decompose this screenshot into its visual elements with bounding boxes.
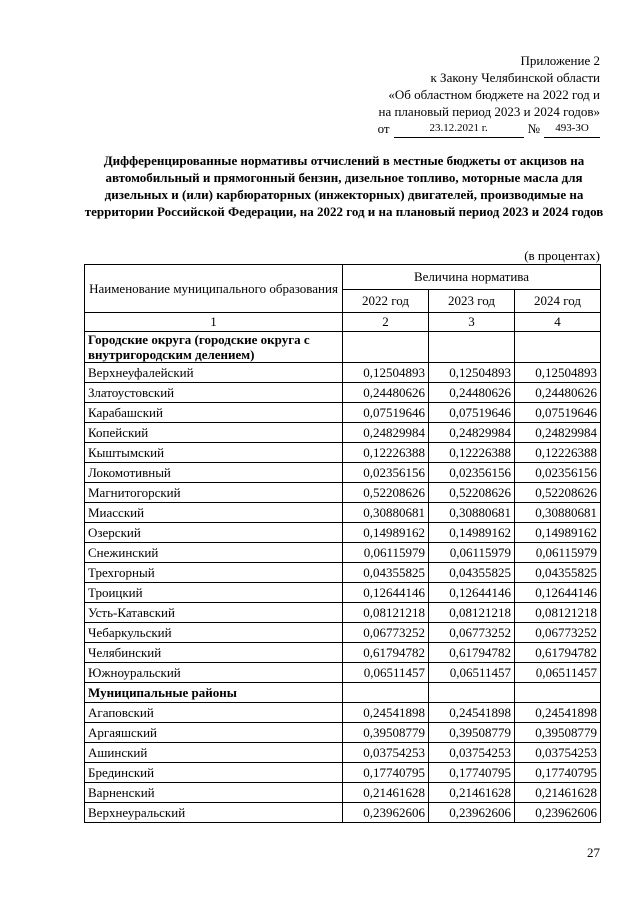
municipality-name: Кыштымский <box>85 443 343 463</box>
header-year-2024: 2024 год <box>515 290 601 313</box>
table-row <box>85 763 601 783</box>
norm-value-2023: 0,04355825 <box>429 563 515 583</box>
table-row <box>85 363 601 383</box>
table-row <box>85 503 601 523</box>
table-row <box>85 783 601 803</box>
section-empty-cell <box>343 683 429 703</box>
norm-value-2022: 0,06773252 <box>343 623 429 643</box>
table-row <box>85 403 601 423</box>
table-row <box>85 483 601 503</box>
norm-value-2022: 0,52208626 <box>343 483 429 503</box>
table-row <box>85 423 601 443</box>
norm-value-2023: 0,02356156 <box>429 463 515 483</box>
norm-value-2023: 0,07519646 <box>429 403 515 423</box>
municipality-name: Верхнеуральский <box>85 803 343 823</box>
section-title: Городские округа (городские округа с внутригородским делением) <box>85 332 343 363</box>
annex-line-1: Приложение 2 <box>520 53 600 68</box>
norm-value-2022: 0,06115979 <box>343 543 429 563</box>
norm-value-2022: 0,07519646 <box>343 403 429 423</box>
norm-value-2024: 0,06773252 <box>515 623 601 643</box>
norm-value-2023: 0,24829984 <box>429 423 515 443</box>
annex-header <box>350 52 600 138</box>
municipality-name: Троицкий <box>85 583 343 603</box>
norm-value-2022: 0,12504893 <box>343 363 429 383</box>
norm-value-2022: 0,21461628 <box>343 783 429 803</box>
norm-value-2024: 0,17740795 <box>515 763 601 783</box>
norm-value-2022: 0,24480626 <box>343 383 429 403</box>
norm-value-2024: 0,14989162 <box>515 523 601 543</box>
norm-value-2023: 0,06115979 <box>429 543 515 563</box>
municipality-name: Чебаркульский <box>85 623 343 643</box>
municipality-name: Челябинский <box>85 643 343 663</box>
section-empty-cell <box>515 332 601 363</box>
norm-value-2024: 0,24480626 <box>515 383 601 403</box>
norm-value-2022: 0,23962606 <box>343 803 429 823</box>
section-row <box>85 332 601 363</box>
municipality-name: Златоустовский <box>85 383 343 403</box>
municipality-name: Миасский <box>85 503 343 523</box>
table-row <box>85 383 601 403</box>
table-row <box>85 643 601 663</box>
norm-value-2023: 0,12644146 <box>429 583 515 603</box>
table-row <box>85 743 601 763</box>
table-row <box>85 583 601 603</box>
header-year-2023: 2023 год <box>429 290 515 313</box>
municipality-name: Ашинский <box>85 743 343 763</box>
table-row <box>85 603 601 623</box>
col-number-1: 1 <box>85 313 343 332</box>
norm-value-2024: 0,02356156 <box>515 463 601 483</box>
table-row <box>85 803 601 823</box>
municipality-name: Локомотивный <box>85 463 343 483</box>
municipality-name: Брединский <box>85 763 343 783</box>
municipality-name: Магнитогорский <box>85 483 343 503</box>
municipality-name: Агаповский <box>85 703 343 723</box>
norm-value-2023: 0,14989162 <box>429 523 515 543</box>
norm-value-2023: 0,06773252 <box>429 623 515 643</box>
norm-value-2024: 0,24541898 <box>515 703 601 723</box>
norms-table <box>84 264 601 823</box>
section-empty-cell <box>429 683 515 703</box>
norm-value-2024: 0,06115979 <box>515 543 601 563</box>
section-empty-cell <box>343 332 429 363</box>
header-year-2022: 2022 год <box>343 290 429 313</box>
norm-value-2022: 0,39508779 <box>343 723 429 743</box>
col-number-3: 3 <box>429 313 515 332</box>
municipality-name: Аргаяшский <box>85 723 343 743</box>
municipality-name: Карабашский <box>85 403 343 423</box>
norm-value-2023: 0,24541898 <box>429 703 515 723</box>
municipality-name: Озерский <box>85 523 343 543</box>
norm-value-2024: 0,61794782 <box>515 643 601 663</box>
section-empty-cell <box>429 332 515 363</box>
norm-value-2022: 0,08121218 <box>343 603 429 623</box>
norm-value-2023: 0,24480626 <box>429 383 515 403</box>
norm-value-2024: 0,21461628 <box>515 783 601 803</box>
norm-value-2023: 0,21461628 <box>429 783 515 803</box>
norm-value-2024: 0,04355825 <box>515 563 601 583</box>
municipality-name: Южноуральский <box>85 663 343 683</box>
table-row <box>85 723 601 743</box>
page-number: 27 <box>587 845 600 860</box>
section-title: Муниципальные районы <box>85 683 343 703</box>
norm-value-2022: 0,02356156 <box>343 463 429 483</box>
norm-value-2022: 0,24829984 <box>343 423 429 443</box>
municipality-name: Верхнеуфалейский <box>85 363 343 383</box>
norm-value-2024: 0,03754253 <box>515 743 601 763</box>
norm-value-2023: 0,12504893 <box>429 363 515 383</box>
table-row <box>85 443 601 463</box>
from-label: от <box>377 121 390 136</box>
norm-value-2023: 0,23962606 <box>429 803 515 823</box>
table-row <box>85 623 601 643</box>
table-row <box>85 663 601 683</box>
annex-line-3: «Об областном бюджете на 2022 год и <box>388 87 600 102</box>
norm-value-2024: 0,08121218 <box>515 603 601 623</box>
document-title: Дифференцированные нормативы отчислений в местные бюджеты от акцизов на автомобильный и прямогонный бензин, дизельное топливо, моторные масла для дизельных и (или) карбюраторных (инжекторных) двигателей, производимые на территории Российской Федерации, на 2022 год и на плановый период 2023 и 2024 годов <box>84 153 604 219</box>
norm-value-2023: 0,08121218 <box>429 603 515 623</box>
col-number-2: 2 <box>343 313 429 332</box>
annex-date-line <box>350 120 600 138</box>
law-number: 493-ЗО <box>544 120 600 138</box>
annex-line-2: к Закону Челябинской области <box>430 70 600 85</box>
law-date: 23.12.2021 г. <box>394 120 524 138</box>
norm-value-2022: 0,24541898 <box>343 703 429 723</box>
table-row <box>85 543 601 563</box>
norm-value-2022: 0,61794782 <box>343 643 429 663</box>
municipality-name: Усть-Катавский <box>85 603 343 623</box>
norm-value-2023: 0,30880681 <box>429 503 515 523</box>
norm-value-2024: 0,07519646 <box>515 403 601 423</box>
norm-value-2022: 0,12644146 <box>343 583 429 603</box>
table-row <box>85 463 601 483</box>
municipality-name: Трехгорный <box>85 563 343 583</box>
norm-value-2022: 0,12226388 <box>343 443 429 463</box>
annex-line-4: на плановый период 2023 и 2024 годов» <box>378 104 600 119</box>
norm-value-2022: 0,03754253 <box>343 743 429 763</box>
section-row <box>85 683 601 703</box>
norm-value-2023: 0,03754253 <box>429 743 515 763</box>
table-row <box>85 523 601 543</box>
norm-value-2024: 0,39508779 <box>515 723 601 743</box>
table-body <box>85 332 601 823</box>
norm-value-2022: 0,04355825 <box>343 563 429 583</box>
norm-value-2022: 0,14989162 <box>343 523 429 543</box>
table-row <box>85 703 601 723</box>
norm-value-2024: 0,23962606 <box>515 803 601 823</box>
norm-value-2022: 0,06511457 <box>343 663 429 683</box>
number-label: № <box>527 121 540 136</box>
municipality-name: Варненский <box>85 783 343 803</box>
norm-value-2023: 0,17740795 <box>429 763 515 783</box>
norm-value-2024: 0,24829984 <box>515 423 601 443</box>
norm-value-2023: 0,06511457 <box>429 663 515 683</box>
header-name: Наименование муниципального образования <box>85 265 343 313</box>
unit-note: (в процентах) <box>524 248 600 263</box>
norm-value-2024: 0,12504893 <box>515 363 601 383</box>
header-value: Величина норматива <box>343 265 601 290</box>
municipality-name: Снежинский <box>85 543 343 563</box>
norm-value-2024: 0,12226388 <box>515 443 601 463</box>
section-empty-cell <box>515 683 601 703</box>
norm-value-2024: 0,30880681 <box>515 503 601 523</box>
norm-value-2023: 0,61794782 <box>429 643 515 663</box>
norm-value-2023: 0,12226388 <box>429 443 515 463</box>
norm-value-2022: 0,30880681 <box>343 503 429 523</box>
norm-value-2024: 0,12644146 <box>515 583 601 603</box>
norm-value-2023: 0,52208626 <box>429 483 515 503</box>
municipality-name: Копейский <box>85 423 343 443</box>
table-row <box>85 563 601 583</box>
col-number-4: 4 <box>515 313 601 332</box>
norm-value-2024: 0,52208626 <box>515 483 601 503</box>
norm-value-2023: 0,39508779 <box>429 723 515 743</box>
norm-value-2022: 0,17740795 <box>343 763 429 783</box>
norm-value-2024: 0,06511457 <box>515 663 601 683</box>
